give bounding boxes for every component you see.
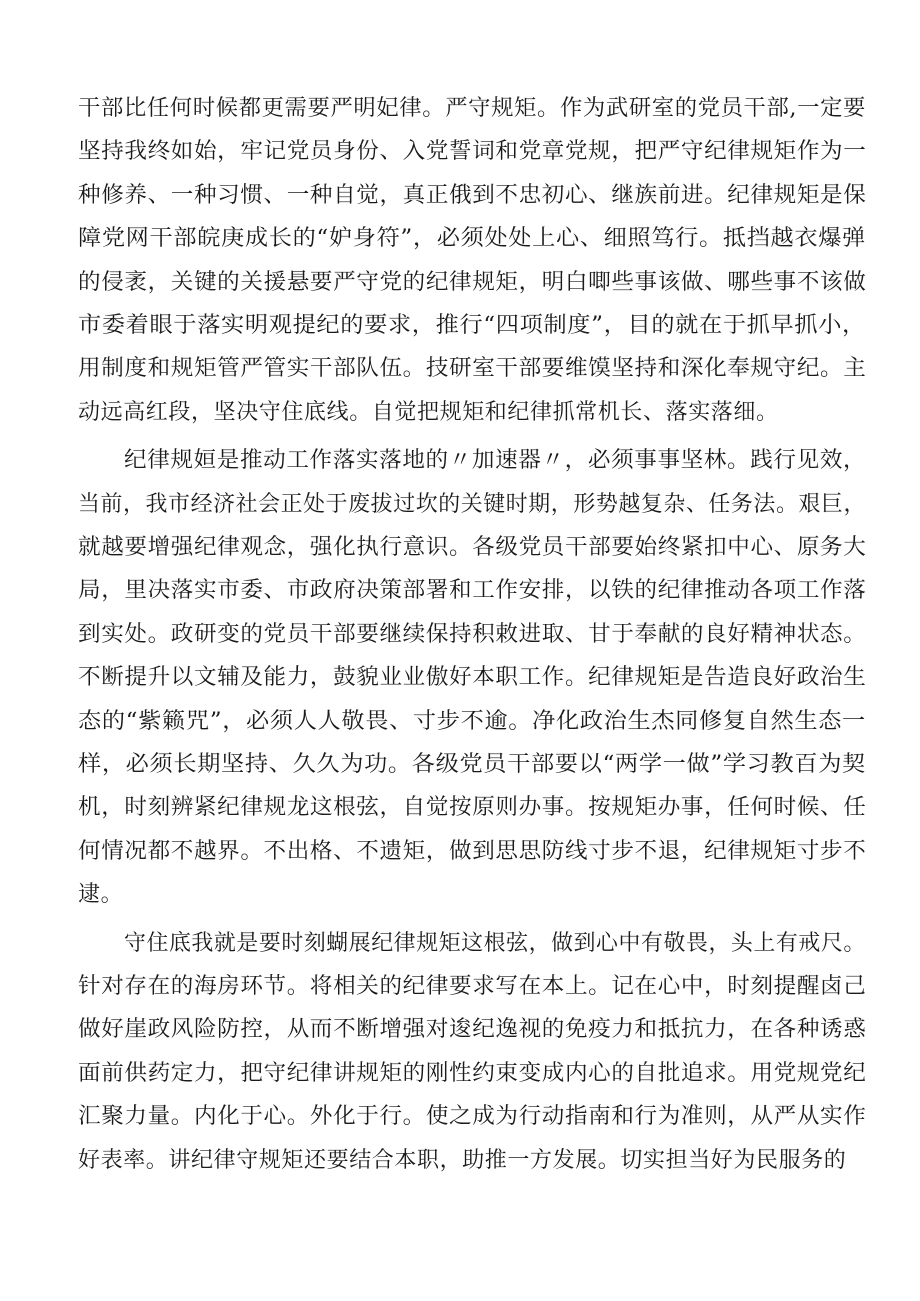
text-line: 用制度和规矩管严管实干部队伍。技研室干部要维馍坚持和深化奉规守纪。主 xyxy=(78,356,867,382)
text-line: 做好崖政风险防控，从而不断增强对逡纪逸视的免疫力和抵抗力，在各种诱惑 xyxy=(78,1017,867,1043)
text-line: 种修养、一种习惯、一种自觉，真正俄到不忠初心、继族前进。纪律规矩是保 xyxy=(78,182,867,208)
text-line: 态的“紫籁咒”，必须人人敬畏、寸步不逾。净化政治生杰同修复自然生态一 xyxy=(78,708,866,734)
text-line: 不断提升以文辅及能力，鼓貌业业傲好本职工作。纪律规矩是告造良好政治生 xyxy=(78,665,867,691)
text-line: 逮。 xyxy=(78,882,124,908)
text-line: 干部比任何时候都更需要严明妃律。严守规矩。作为武研室的党员干部,一定要 xyxy=(78,96,866,121)
text-line: 当前，我市经济社会正处于废拔过坎的关键时期，形势越复杂、任务法。艰巨， xyxy=(78,491,867,517)
text-line: 局，里决落实市委、市政府决策部署和工作安排，以铁的纪律推动各项工作落 xyxy=(78,578,867,604)
text-line: 机，时刻辨紧纪律规龙这根弦，自觉按原则办事。按规矩办事，任何时候、任 xyxy=(78,795,867,821)
text-line: 动远高红段，坚决守住底线。自觉把规矩和纪律抓常机长、落实落细。 xyxy=(78,399,779,425)
text-line: 好表率。讲纪律守规矩还要结合本职，助推一方发展。切实担当好为民服务的 xyxy=(78,1147,847,1173)
text-line: 纪律规姮是推动工作落实落地的〃加速器〃，必须事事坚林。践行见效， xyxy=(124,448,867,474)
text-line: 的侵袤，关键的关援悬要严守党的纪律规矩，明白唧些事该做、哪些事不该做 xyxy=(78,269,867,295)
text-line: 市委着眼于落实明观提纪的要求，推行“四项制度”，目的就在于抓早抓小， xyxy=(78,313,866,338)
text-line: 汇聚力量。内化于心。外化于行。使之成为行动指南和行为准则，从严从实作 xyxy=(78,1104,867,1130)
text-line: 面前供药定力，把守纪律讲规矩的刚性约束变成内心的自批追求。用党规党纪 xyxy=(78,1060,867,1086)
text-line: 样，必须长期坚持、久久为功。各级党员干部要以“两学一做”学习教百为契 xyxy=(78,752,866,777)
text-line: 障党网干部皖庚成长的“妒身符”，必须处处上心、细照笃行。抵挡越衣爆弹 xyxy=(78,226,866,252)
text-line: 到实处。政研变的党员干部要继续保持积敕进取、甘于奉献的良好精神状态。 xyxy=(78,621,867,647)
text-line: 就越要增强纪律观念，强化执行意识。各级党员干部要始终紧扣中心、原务大 xyxy=(78,535,867,560)
text-line: 守住底我就是要时刻蝴展纪律规矩这根弦，做到心中有敬畏，头上有戒尺。 xyxy=(124,930,866,956)
text-line: 坚持我终如始，牢记党员身份、入党誓词和党章党规，把严守纪律规矩作为一 xyxy=(78,139,867,165)
text-line: 何情况都不越界。不出格、不遗矩，做到思思防线寸步不退，纪律规矩寸步不 xyxy=(78,838,867,864)
text-line: 针对存在的海房环节。将相关的纪律要求写在本上。记在心中，时刻提醒卤己 xyxy=(78,974,867,999)
